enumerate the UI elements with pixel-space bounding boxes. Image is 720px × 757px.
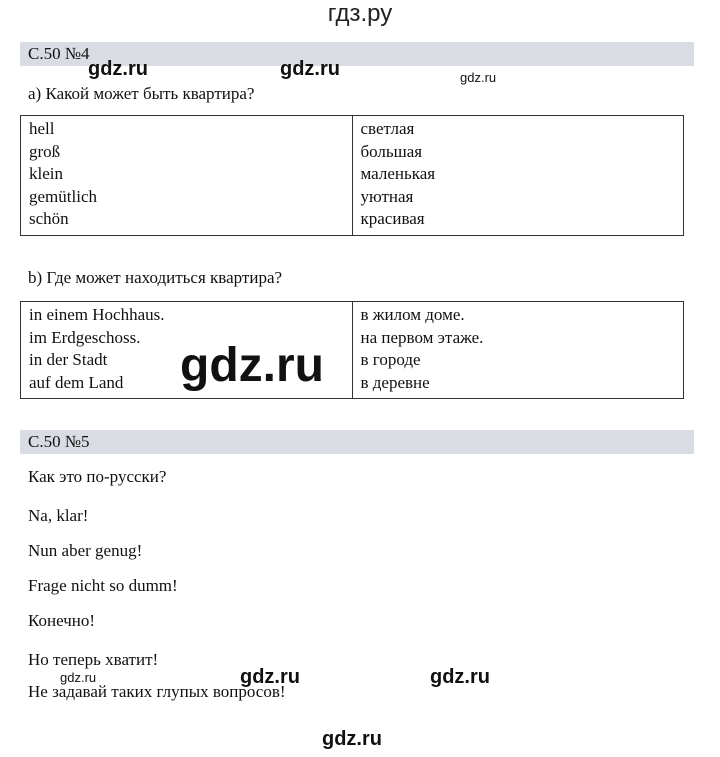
russian-phrase: на первом этаже. — [360, 327, 484, 347]
russian-word: маленькая — [360, 164, 436, 183]
russian-word: красивая — [360, 209, 425, 228]
watermark: gdz.ru — [322, 728, 382, 750]
russian-phrase: в жилом доме. — [360, 305, 465, 324]
watermark: gdz.ru — [240, 666, 300, 688]
text-line: Nun aber genug! — [28, 541, 143, 560]
watermark: gdz.ru — [60, 670, 97, 685]
text-line: Конечно! — [28, 611, 96, 630]
german-column — [21, 116, 353, 236]
vocab-table-a — [20, 115, 684, 236]
watermark: gdz.ru — [280, 58, 340, 80]
russian-phrase: в деревне — [360, 372, 430, 392]
text-line: Frage nicht so dumm! — [28, 576, 178, 595]
german-phrase: im Erdgeschoss. — [29, 327, 141, 347]
table-row — [21, 302, 684, 399]
german-word: groß — [29, 141, 61, 161]
text-line: Как это по-русски? — [28, 467, 167, 486]
german-word: schön — [29, 209, 69, 228]
watermark: gdz.ru — [460, 70, 497, 85]
german-word: gemütlich — [29, 186, 97, 206]
vocab-table-b — [20, 301, 684, 399]
text-line: Но теперь хватит! — [28, 650, 159, 669]
russian-column — [352, 302, 684, 399]
german-phrase: in der Stadt — [29, 350, 108, 369]
german-word: hell — [29, 119, 55, 138]
watermark: gdz.ru — [88, 58, 148, 80]
section-title-5: С.50 №5 — [20, 430, 694, 454]
text-line: Na, klar! — [28, 506, 89, 525]
table-row — [21, 116, 684, 236]
german-phrase: auf dem Land — [29, 372, 124, 392]
site-header[interactable]: гдз.ру — [327, 0, 393, 27]
watermark: gdz.ru — [430, 666, 490, 688]
watermark-large: gdz.ru — [180, 339, 324, 392]
question-a: а) Какой может быть квартира? — [28, 84, 255, 103]
german-word: klein — [29, 164, 63, 183]
russian-word: светлая — [360, 119, 415, 138]
russian-phrase: в городе — [360, 350, 421, 369]
russian-column — [352, 116, 684, 236]
russian-word: уютная — [360, 186, 414, 206]
section-title-4: С.50 №4 — [20, 42, 694, 66]
question-b: b) Где может находиться квартира? — [28, 268, 283, 287]
german-phrase: in einem Hochhaus. — [29, 305, 165, 324]
text-line: Не задавай таких глупых вопросов! — [28, 682, 286, 701]
russian-word: большая — [360, 141, 423, 161]
